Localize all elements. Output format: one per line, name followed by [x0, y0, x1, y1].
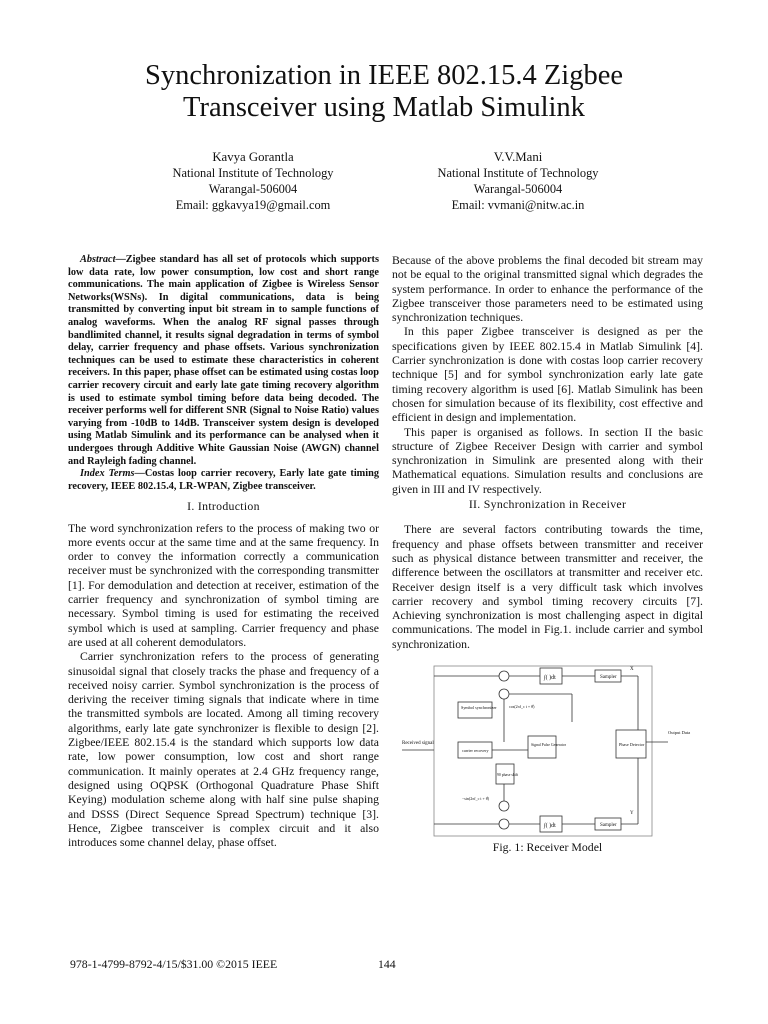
figure-caption: Fig. 1: Receiver Model: [492, 840, 603, 855]
sampler-label: Sampler: [600, 823, 617, 829]
y-label: Y: [630, 811, 634, 817]
intro-paragraph-1: The word synchronization refers to the process of making two or more events occur at the same time and at the same frequency. In order to convey the information correctly a communication receiver must be synchronized with the corresponding transmitter [1]. For demodulation and detection at receiver, estimation of the carrier frequency and synchronization of symbol timing are necessary. Symbol timing is used for estimating the received symbol which is used at sampling. Carrier frequency and phase are used at all coherent demodulators.: [68, 521, 379, 649]
author-block-2: [383, 149, 653, 213]
cos-term-label: cos(2πf_c t + θ̂): [509, 704, 535, 710]
page-number: 144: [378, 957, 396, 971]
index-terms-label: Index Terms: [80, 468, 135, 480]
copyright-footer: 978-1-4799-8792-4/15/$31.00 ©2015 IEEE: [70, 957, 278, 971]
receiver-model-figure: [400, 662, 700, 840]
author-name: V.V.Mani: [493, 150, 543, 164]
sync-paragraph: There are several factors contributing towards the time, frequency and phase offsets between transmitter and receiver such as physical distance between transmitter and receiver, the difference between the oscillators at transmitter and receiver etc. Receiver design itself is a very difficult task which involves carrier recovery and symbol timing recovery circuits [7]. Achieving synchronization is most challenging aspect in digital communications. The model in Fig.1. include carrier and symbol synchronization.: [392, 523, 703, 651]
sampler-label: Sampler: [600, 675, 617, 681]
intro-paragraph-2: Carrier synchronization refers to the process of generating sinusoidal signal that closely tracks the phase and frequency of a received noisy carrier. Symbol synchronization is the process of deriving the receiver timing signals that indicate where in time the transmitted symbols are located. Among all timing recovery algorithms, early late gate synchronizer is flexible to design [2]. Zigbee/IEEE 802.15.4 is the standard which supports low data rate, low power consumption, low cost and short range communication. It mainly operates at 2.4 GHz frequency range, designed using OQPSK (Orthogonal Quadrature Phase Shift Keying) modulation scheme along with half sine pulse shaping and DSSS (Direct Sequence Spread Spectrum) technique [3]. Hence, Zigbee transceiver is complex circuit and it also introduces some channel delay, phase offset.: [68, 650, 379, 850]
body-paragraph: Because of the above problems the final decoded bit stream may not be equal to the original transmitted signal which degrades the system performance. In order to enhance the performance of the Zigbee transceiver those parameters need to be estimated using synchronization techniques.: [392, 254, 703, 325]
author-name: Kavya Gorantla: [212, 150, 294, 164]
author-affiliation: National Institute of Technology: [437, 166, 599, 180]
signal-pulse-label: Signal Pulse Generator: [531, 743, 567, 748]
body-paragraph: This paper is organised as follows. In section II the basic structure of Zigbee Receiver Design with carrier and symbol synchronization in Simulink are presented along with their Mathematical equations. Simulation results and conclusions are given in III and IV respectively.: [392, 425, 703, 496]
left-column: [68, 254, 379, 850]
author-email: Email: ggkavya19@gmail.com: [175, 198, 331, 212]
abstract-text: —Zigbee standard has all set of protocols which supports low data rate, low power consumption, low cost and short range communications. The main application of Zigbee is Wireless Sensor Networks(WSNs). In digital communications, data is being transmitted by converting input bit stream in to sample functions of analog waveforms. When the analog RF signal passes through bandlimited channel, it results signal degradation in terms of symbol delay, carrier frequency and phase offsets. Various synchronization techniques can be used to estimate these characteristics in coherent receivers. In this paper, phase offset can be estimated using costas loop carrier recovery circuit and early late gate timing recovery algorithm is used to estimate symbol timing before data being decoded. The receiver performs well for different SNR (Signal to Noise Ratio) values varying from -10dB to 14dB. Transceiver system design is developed using Matlab Simulink and its performance can be analysed when it undergoes through Additive White Gaussian Noise (AWGN) channel and Rayleigh fading channel.: [68, 254, 379, 467]
index-terms-text: —Costas loop carrier recovery, Early late gate timing recovery, IEEE 802.15.4, LR-WPAN, Zigbee transceiver.: [68, 468, 379, 492]
right-column: [392, 254, 703, 854]
carrier-recovery-label: carrier recovery: [462, 748, 489, 754]
x-label: X: [630, 667, 634, 673]
output-data-label: Output Data: [668, 730, 691, 736]
phase-shift-label: 90 phase shift: [497, 773, 519, 778]
author-address: Warangal-506004: [208, 182, 298, 196]
index-terms: [68, 468, 379, 493]
author-block-1: [118, 149, 388, 213]
title-line-1: Synchronization in IEEE 802.15.4 Zigbee: [144, 60, 624, 91]
abstract: [68, 254, 379, 468]
section-heading-synchronization: II. Synchronization in Receiver: [468, 497, 627, 512]
signal-pulse-generator-block: [528, 736, 556, 758]
author-address: Warangal-506004: [473, 182, 563, 196]
author-email: Email: vvmani@nitw.ac.in: [451, 198, 585, 212]
received-signal-label: Received signal: [402, 741, 434, 747]
abstract-label: Abstract: [80, 254, 116, 265]
second-multiplier: [499, 689, 509, 699]
sin-term-label: −sin(2πf_c t + θ̂): [462, 796, 489, 802]
section-heading-introduction: I. Introduction: [187, 499, 260, 514]
receiver-block-diagram: [400, 662, 700, 840]
symbol-sync-label: Symbol synchronizer: [461, 705, 497, 711]
lower-multiplier-1: [499, 801, 509, 811]
author-affiliation: National Institute of Technology: [172, 166, 334, 180]
integrator-label: ∫( )dt: [544, 675, 556, 682]
phase-detector-label: Phase Detector: [619, 742, 645, 748]
title-line-2: Transceiver using Matlab Simulink: [183, 92, 585, 123]
paper-title: [60, 60, 708, 124]
integrator-label: ∫( )dt: [544, 823, 556, 830]
body-paragraph: In this paper Zigbee transceiver is designed as per the specifications given by IEEE 802.15.4 in Matlab Simulink [4]. Carrier synchronization is done with costas loop carrier recovery technique [5] and for symbol synchronization early late gate timing recovery algorithm is used [6]. Matlab Simulink has been chosen for simulation because of its flexibility, cost effective and efficient in design and implementation.: [392, 325, 703, 425]
lower-multiplier-2: [499, 819, 509, 829]
top-multiplier: [499, 671, 509, 681]
